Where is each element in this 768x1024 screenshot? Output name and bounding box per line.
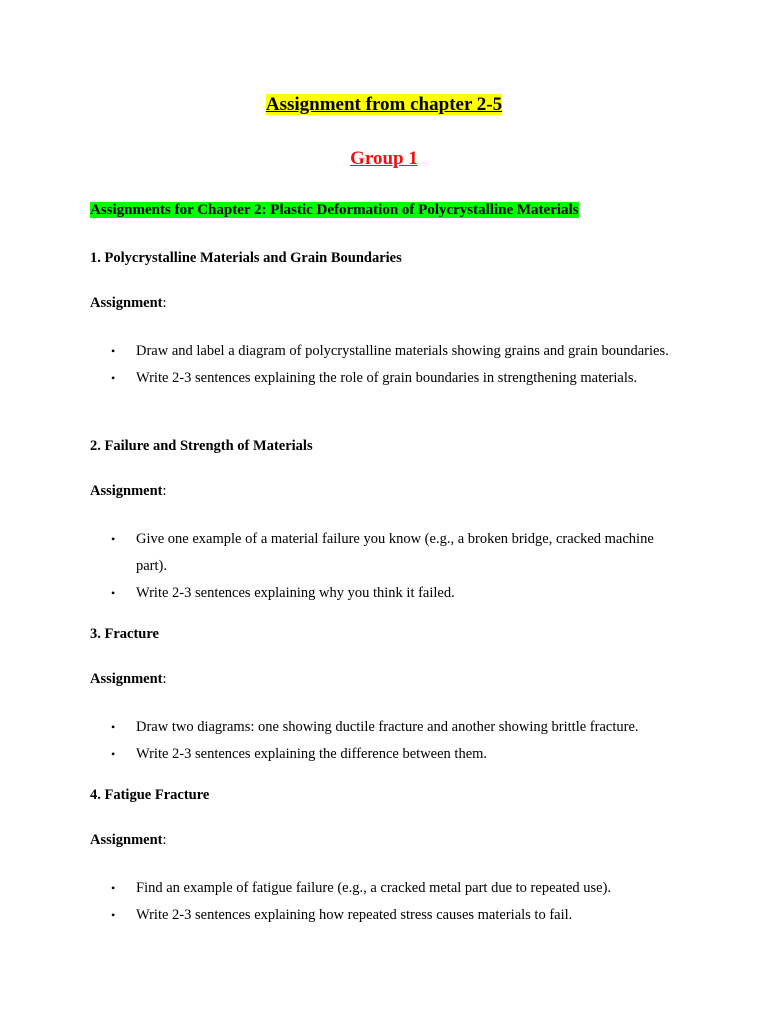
list-item-text: Draw and label a diagram of polycrystalline materials showing grains and grain boundaries. <box>136 343 669 359</box>
section-title: 1. Polycrystalline Materials and Grain Boundaries <box>90 250 402 266</box>
bullet-icon: • <box>111 371 116 385</box>
assignment-label-text: Assignment <box>90 671 163 687</box>
assignment-label-text: Assignment <box>90 483 163 499</box>
assignment-label-text: Assignment <box>90 295 163 311</box>
assignment-label <box>90 481 690 501</box>
bullet-icon: • <box>111 881 116 895</box>
assignment-list <box>90 338 690 392</box>
bullet-icon: • <box>111 908 116 922</box>
bullet-icon: • <box>111 720 116 734</box>
section-title: 4. Fatigue Fracture <box>90 787 210 803</box>
assignment-label <box>90 830 690 850</box>
section-1 <box>90 248 690 392</box>
section-4 <box>90 785 690 929</box>
chapter-heading-text: Assignments for Chapter 2: Plastic Deformation of Polycrystalline Materials <box>90 202 579 218</box>
group-heading-text: Group 1 <box>350 148 418 169</box>
list-item-text: Write 2-3 sentences explaining how repeated stress causes materials to fail. <box>136 907 573 923</box>
section-title: 2. Failure and Strength of Materials <box>90 438 313 454</box>
list-item-text: Find an example of fatigue failure (e.g., a cracked metal part due to repeated use). <box>136 880 612 896</box>
assignment-label <box>90 293 690 313</box>
assignment-list <box>90 714 690 768</box>
list-item-text: Write 2-3 sentences explaining the difference between them. <box>136 746 488 762</box>
list-item <box>90 338 686 365</box>
list-item <box>90 741 686 768</box>
section-3 <box>90 624 690 768</box>
list-item-text: Draw two diagrams: one showing ductile fracture and another showing brittle fracture. <box>136 719 639 735</box>
chapter-heading <box>90 200 579 221</box>
assignment-label-text: Assignment <box>90 832 163 848</box>
group-heading <box>0 147 768 171</box>
assignment-list <box>90 875 690 929</box>
list-item-text: Write 2-3 sentences explaining the role of grain boundaries in strengthening materials. <box>136 370 638 386</box>
document-title <box>0 93 768 117</box>
assignment-list <box>90 526 690 607</box>
bullet-icon: • <box>111 532 116 546</box>
section-title: 3. Fracture <box>90 626 159 642</box>
bullet-icon: • <box>111 586 116 600</box>
section-2 <box>90 436 690 607</box>
assignment-label <box>90 669 690 689</box>
list-item <box>90 526 686 580</box>
bullet-icon: • <box>111 344 116 358</box>
list-item <box>90 875 686 902</box>
assignment-colon: : <box>162 483 167 499</box>
assignment-colon: : <box>162 295 167 311</box>
list-item-text: Give one example of a material failure you know (e.g., a broken bridge, cracked machine part). <box>136 531 654 574</box>
bullet-icon: • <box>111 747 116 761</box>
list-item <box>90 365 686 392</box>
list-item <box>90 714 686 741</box>
list-item-text: Write 2-3 sentences explaining why you think it failed. <box>136 585 455 601</box>
assignment-colon: : <box>162 671 167 687</box>
document-title-text: Assignment from chapter 2-5 <box>265 94 503 115</box>
list-item <box>90 580 686 607</box>
list-item <box>90 902 686 929</box>
assignment-colon: : <box>162 832 167 848</box>
